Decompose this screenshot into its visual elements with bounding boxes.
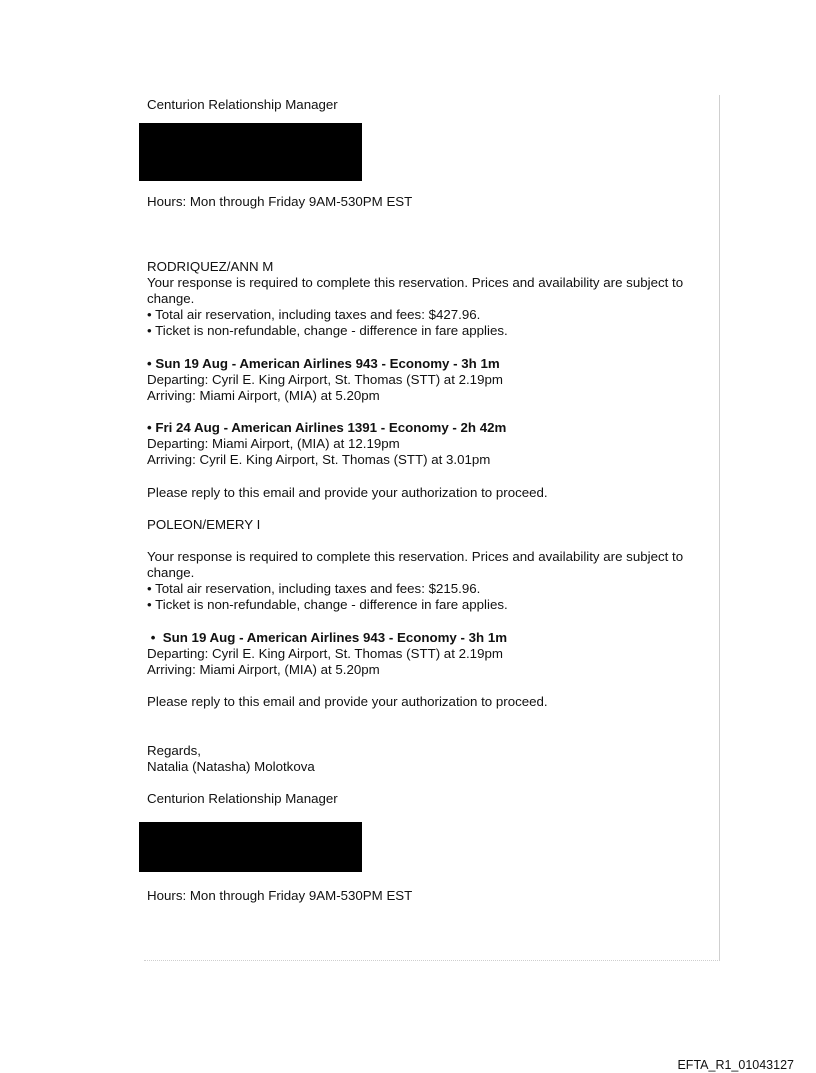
- passenger-1-flight-1-arriving: Arriving: Miami Airport, (MIA) at 5.20pm: [147, 388, 380, 403]
- passenger-2-ticket-bullet: • Ticket is non-refundable, change - difference in fare applies.: [147, 597, 508, 612]
- passenger-1-flight-1-header: • Sun 19 Aug - American Airlines 943 - Economy - 3h 1m: [147, 356, 500, 371]
- signature-title: Centurion Relationship Manager: [147, 97, 338, 112]
- sender-name: Natalia (Natasha) Molotkova: [147, 759, 315, 774]
- passenger-2-name: POLEON/EMERY I: [147, 517, 261, 532]
- passenger-2-flight-1-header: • Sun 19 Aug - American Airlines 943 - Economy - 3h 1m: [147, 630, 508, 645]
- passenger-1-reply-request: Please reply to this email and provide your authorization to proceed.: [147, 485, 548, 500]
- passenger-2-total-bullet: • Total air reservation, including taxes and fees: $215.96.: [147, 581, 481, 596]
- passenger-1-flight-1-departing: Departing: Cyril E. King Airport, St. Thomas (STT) at 2.19pm: [147, 372, 503, 387]
- passenger-1-total-bullet: • Total air reservation, including taxes and fees: $427.96.: [147, 307, 481, 322]
- passenger-2-reply-request: Please reply to this email and provide your authorization to proceed.: [147, 694, 548, 709]
- passenger-1-flight-2-arriving: Arriving: Cyril E. King Airport, St. Thomas (STT) at 3.01pm: [147, 452, 491, 467]
- closing-regards: Regards,: [147, 743, 201, 758]
- passenger-2-flight-1-arriving: Arriving: Miami Airport, (MIA) at 5.20pm: [147, 662, 380, 677]
- redacted-block: [139, 123, 362, 181]
- passenger-1-flight-2-header: • Fri 24 Aug - American Airlines 1391 - Economy - 2h 42m: [147, 420, 507, 435]
- passenger-2-intro-line-1: Your response is required to complete this reservation. Prices and availability are subject to: [147, 549, 684, 564]
- passenger-2-flight-1-departing: Departing: Cyril E. King Airport, St. Thomas (STT) at 2.19pm: [147, 646, 503, 661]
- document-id: EFTA_R1_01043127: [677, 1058, 794, 1072]
- passenger-1-intro-line-2: change.: [147, 291, 195, 306]
- passenger-1-name: RODRIQUEZ/ANN M: [147, 259, 274, 274]
- passenger-2-intro-line-2: change.: [147, 565, 195, 580]
- passenger-1-flight-2-departing: Departing: Miami Airport, (MIA) at 12.19pm: [147, 436, 400, 451]
- closing-hours: Hours: Mon through Friday 9AM-530PM EST: [147, 888, 413, 903]
- passenger-1-intro-line-1: Your response is required to complete this reservation. Prices and availability are subject to: [147, 275, 684, 290]
- redacted-block: [139, 822, 362, 872]
- closing-title: Centurion Relationship Manager: [147, 791, 338, 806]
- signature-hours: Hours: Mon through Friday 9AM-530PM EST: [147, 194, 413, 209]
- passenger-1-ticket-bullet: • Ticket is non-refundable, change - difference in fare applies.: [147, 323, 508, 338]
